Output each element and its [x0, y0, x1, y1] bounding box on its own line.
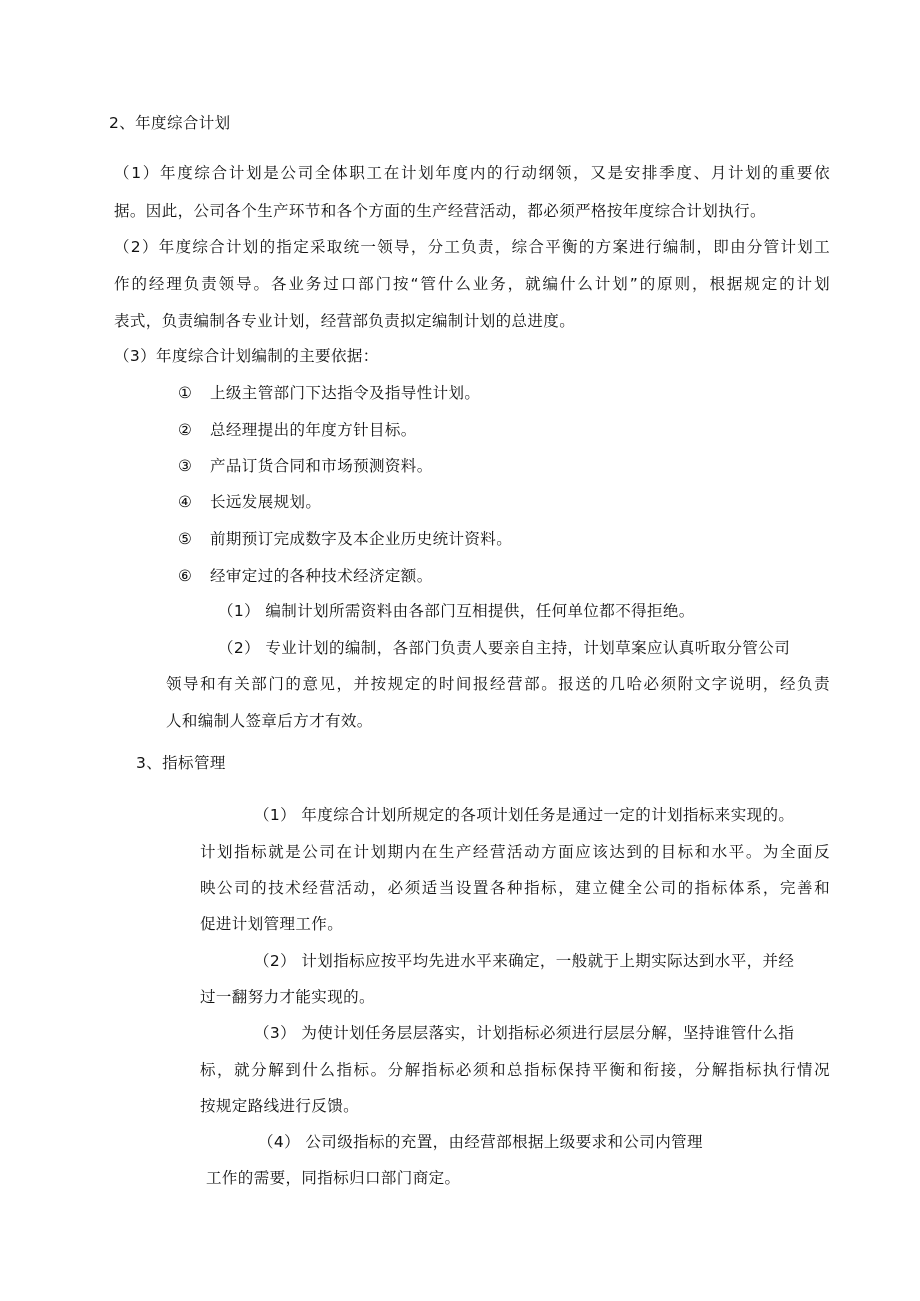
paragraph-line: 计划指标就是公司在计划期内在生产经营活动方面应该达到的目标和水平。为全面反 — [200, 843, 830, 861]
section-heading-annual-plan: 2、年度综合计划 — [109, 114, 231, 132]
basis-number: ④ — [178, 493, 193, 511]
paragraph-line: 映公司的技术经营活动，必须适当设置各种指标，建立健全公司的指标体系，完善和 — [200, 879, 830, 897]
basis-number: ⑥ — [178, 567, 193, 585]
paragraph-line: 促进计划管理工作。 — [200, 915, 344, 933]
paragraph-line: 作的经理负责领导。各业务过口部门按“管什么业务，就编什么计划”的原则，根据规定的计划 — [114, 275, 830, 293]
paragraph-line: （1） 编制计划所需资料由各部门互相提供，任何单位都不得拒绝。 — [218, 602, 695, 620]
basis-number: ① — [178, 384, 193, 402]
paragraph-line: 标，就分解到什么指标。分解指标必须和总指标保持平衡和衔接，分解指标执行情况 — [200, 1061, 830, 1079]
paragraph-line: （3）年度综合计划编制的主要依据： — [114, 347, 379, 365]
paragraph-line: （4） 公司级指标的充置，由经营部根据上级要求和公司内管理 — [258, 1133, 703, 1151]
paragraph-line: 过一翻努力才能实现的。 — [200, 988, 375, 1006]
paragraph-line: （1）年度综合计划是公司全体职工在计划年度内的行动纲领，又是安排季度、月计划的重要依 — [114, 164, 830, 182]
paragraph-line: 据。因此，公司各个生产环节和各个方面的生产经营活动，都必须严格按年度综合计划执行。 — [114, 202, 766, 220]
paragraph-line: （1） 年度综合计划所规定的各项计划任务是通过一定的计划指标来实现的。 — [254, 806, 795, 824]
basis-item: 前期预订完成数字及本企业历史统计资料。 — [210, 530, 513, 548]
basis-item: 长远发展规划。 — [210, 493, 322, 511]
section-heading-indicator-management: 3、指标管理 — [136, 754, 226, 772]
paragraph-line: 按规定路线进行反馈。 — [200, 1097, 360, 1115]
paragraph-line: 人和编制人签章后方才有效。 — [166, 712, 373, 730]
basis-number: ③ — [178, 457, 193, 475]
basis-item: 总经理提出的年度方针目标。 — [210, 421, 417, 439]
basis-item: 经审定过的各种技术经济定额。 — [210, 567, 433, 585]
basis-item: 上级主管部门下达指令及指导性计划。 — [210, 384, 481, 402]
basis-number: ② — [178, 421, 193, 439]
paragraph-line: （3） 为使计划任务层层落实，计划指标必须进行层层分解，坚持谁管什么指 — [254, 1024, 795, 1042]
basis-number: ⑤ — [178, 530, 193, 548]
paragraph-line: （2）年度综合计划的指定采取统一领导，分工负责，综合平衡的方案进行编制，即由分管计划工 — [114, 238, 830, 256]
paragraph-line: 工作的需要，同指标归口部门商定。 — [206, 1169, 461, 1187]
paragraph-line: 领导和有关部门的意见，并按规定的时间报经营部。报送的几哈必须附文字说明，经负责 — [166, 675, 830, 693]
paragraph-line: （2） 计划指标应按平均先进水平来确定，一般就于上期实际达到水平，并经 — [254, 952, 795, 970]
paragraph-line: 表式，负责编制各专业计划，经营部负责拟定编制计划的总进度。 — [114, 312, 576, 330]
paragraph-line: （2） 专业计划的编制，各部门负责人要亲自主持，计划草案应认真听取分管公司 — [218, 639, 791, 657]
basis-item: 产品订货合同和市场预测资料。 — [210, 457, 433, 475]
